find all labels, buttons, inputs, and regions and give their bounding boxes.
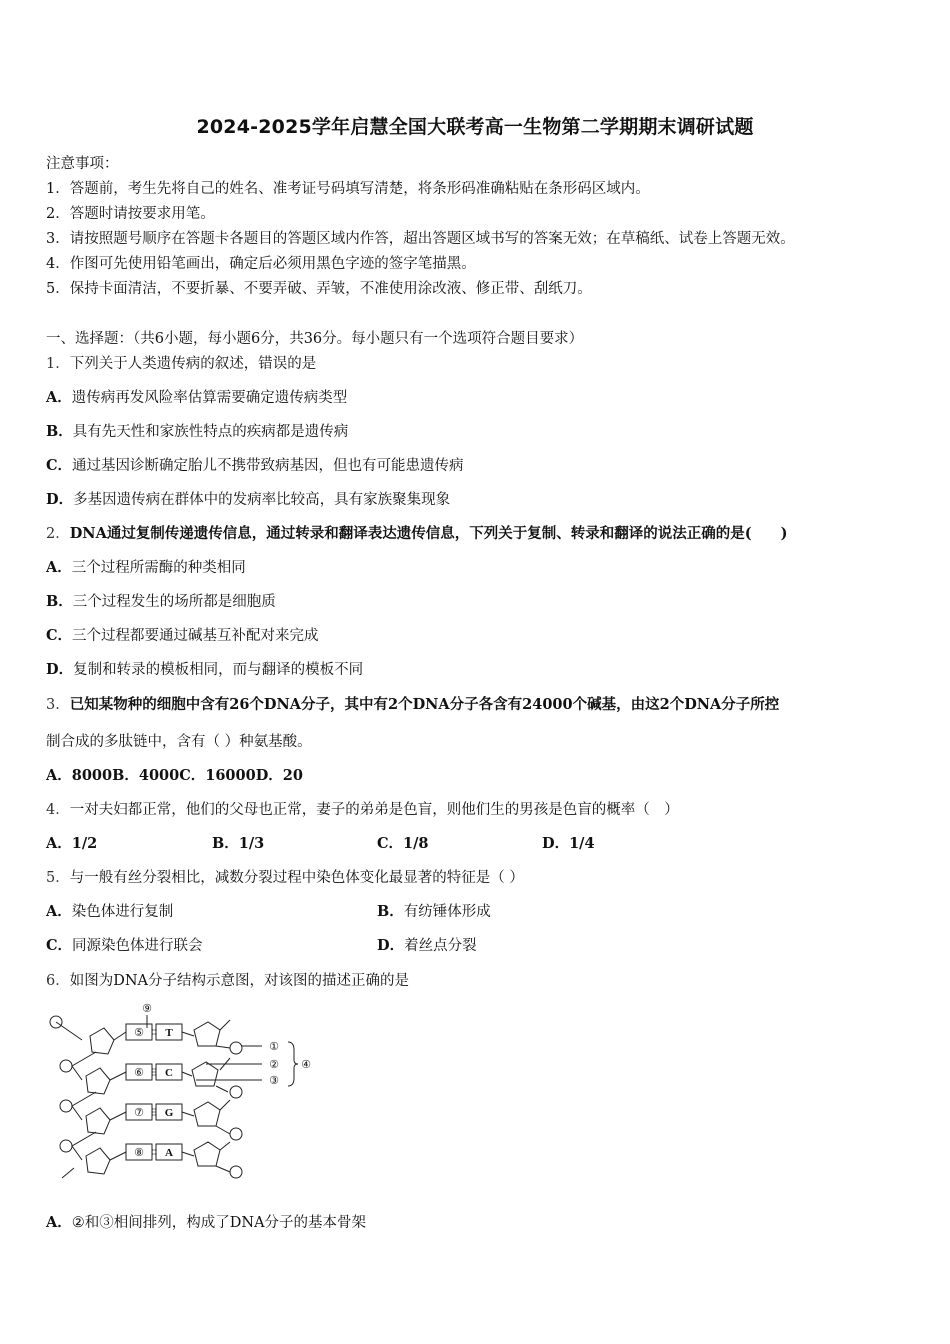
q4-option-c: C．1/8 xyxy=(377,835,429,852)
question-4 xyxy=(46,798,679,819)
q5-option-b: B．有纺锤体形成 xyxy=(377,903,491,920)
notice-item: 3．请按照题号顺序在答题卡各题目的答题区域内作答，超出答题区域书写的答案无效；在草稿纸、试卷上答题无效。 xyxy=(46,231,795,247)
phosphate-circle xyxy=(230,1166,242,1178)
question-5 xyxy=(46,866,524,887)
section-heading: 一、选择题：（共6小题，每小题6分，共36分。每小题只有一个选项符合题目要求） xyxy=(46,331,584,347)
deoxyribose-pentagon xyxy=(86,1108,110,1134)
question-stem: 如图为DNA分子结构示意图，对该图的描述正确的是 xyxy=(69,973,410,989)
q4-option-b: B．1/3 xyxy=(212,835,265,852)
label-4: ④ xyxy=(301,1059,311,1071)
deoxyribose-pentagon xyxy=(194,1022,220,1046)
question-stem: 与一般有丝分裂相比，减数分裂过程中染色体变化最显著的特征是（ ） xyxy=(69,870,524,886)
deoxyribose-pentagon xyxy=(90,1028,114,1054)
notice-item: 5．保持卡面清洁，不要折暴、不要弄破、弄皱，不准使用涂改液、修正带、刮纸刀。 xyxy=(46,281,592,297)
notice-item: 4．作图可先使用铅笔画出，确定后必须用黑色字迹的签字笔描黑。 xyxy=(46,256,476,272)
question-3 xyxy=(46,693,779,714)
brace xyxy=(288,1042,298,1086)
q2-option-b: B．三个过程发生的场所都是细胞质 xyxy=(46,593,276,610)
label-6: ⑥ xyxy=(134,1067,144,1079)
base-C: C xyxy=(165,1067,173,1079)
label-5: ⑤ xyxy=(134,1027,144,1039)
q6-option-a: A．②和③相间排列，构成了DNA分子的基本骨架 xyxy=(46,1214,367,1231)
q2-option-d: D．复制和转录的模板相同，而与翻译的模板不同 xyxy=(46,661,364,678)
q4-option-a: A．1/2 xyxy=(46,835,98,852)
deoxyribose-pentagon xyxy=(194,1102,220,1126)
q2-option-a: A．三个过程所需酶的种类相同 xyxy=(46,559,246,576)
question-2 xyxy=(46,522,788,543)
question-3-cont: 制合成的多肽链中，含有（ ）种氨基酸。 xyxy=(46,734,312,750)
phosphate-circle xyxy=(60,1060,72,1072)
q2-option-c: C．三个过程都要通过碱基互补配对来完成 xyxy=(46,627,319,644)
q1-option-c: C．通过基因诊断确定胎儿不携带致病基因，但也有可能患遗传病 xyxy=(46,457,464,474)
q5-option-d: D．着丝点分裂 xyxy=(377,937,477,954)
label-1: ① xyxy=(269,1041,279,1053)
phosphate-circle xyxy=(60,1100,72,1112)
question-number: 2． xyxy=(46,526,70,542)
question-stem: 已知某物种的细胞中含有26个DNA分子，其中有2个DNA分子各含有24000个碱基，由这2个DNA分子所控 xyxy=(69,696,780,713)
q3-options: A．8000B．4000C．16000D．20 xyxy=(46,767,303,784)
phosphate-circle xyxy=(230,1086,242,1098)
q5-option-c: C．同源染色体进行联会 xyxy=(46,937,203,954)
q4-option-d: D．1/4 xyxy=(542,835,595,852)
phosphate-circle xyxy=(230,1128,242,1140)
notice-item: 2．答题时请按要求用笔。 xyxy=(46,206,215,222)
q1-option-d: D．多基因遗传病在群体中的发病率比较高，具有家族聚集现象 xyxy=(46,491,451,508)
page-title: 2024-2025学年启慧全国大联考高一生物第二学期期末调研试题 xyxy=(196,116,754,138)
question-number: 5． xyxy=(46,870,70,886)
deoxyribose-pentagon xyxy=(194,1142,220,1166)
deoxyribose-pentagon xyxy=(192,1062,218,1086)
question-number: 1． xyxy=(46,356,70,372)
question-1 xyxy=(46,352,316,373)
notice-heading: 注意事项： xyxy=(46,156,119,172)
dna-structure-diagram xyxy=(44,1000,334,1185)
label-3: ③ xyxy=(269,1075,279,1087)
notice-item: 1．答题前，考生先将自己的姓名、准考证号码填写清楚，将条形码准确粘贴在条形码区域内。 xyxy=(46,181,650,197)
question-stem: 下列关于人类遗传病的叙述，错误的是 xyxy=(69,356,317,372)
deoxyribose-pentagon xyxy=(86,1148,110,1174)
question-stem: DNA通过复制传递遗传信息，通过转录和翻译表达遗传信息，下列关于复制、转录和翻译的说法正确的是( ) xyxy=(69,525,788,542)
label-9: ⑨ xyxy=(142,1003,152,1015)
question-number: 6． xyxy=(46,973,70,989)
label-7: ⑦ xyxy=(134,1107,144,1119)
deoxyribose-pentagon xyxy=(86,1068,110,1094)
base-T: T xyxy=(165,1027,173,1039)
question-stem: 一对夫妇都正常，他们的父母也正常，妻子的弟弟是色盲，则他们生的男孩是色盲的概率（ ） xyxy=(69,802,679,818)
question-number: 3． xyxy=(46,697,70,713)
phosphate-circle xyxy=(230,1042,242,1054)
base-A: A xyxy=(165,1147,173,1159)
question-number: 4． xyxy=(46,802,70,818)
phosphate-circle xyxy=(60,1140,72,1152)
q1-option-b: B．具有先天性和家族性特点的疾病都是遗传病 xyxy=(46,423,349,440)
base-G: G xyxy=(164,1107,174,1119)
q1-option-a: A．遗传病再发风险率估算需要确定遗传病类型 xyxy=(46,389,348,406)
q5-option-a: A．染色体进行复制 xyxy=(46,903,174,920)
left-backbone xyxy=(56,1022,96,1178)
label-2: ② xyxy=(269,1059,279,1071)
question-6 xyxy=(46,969,409,990)
label-8: ⑧ xyxy=(134,1147,144,1159)
